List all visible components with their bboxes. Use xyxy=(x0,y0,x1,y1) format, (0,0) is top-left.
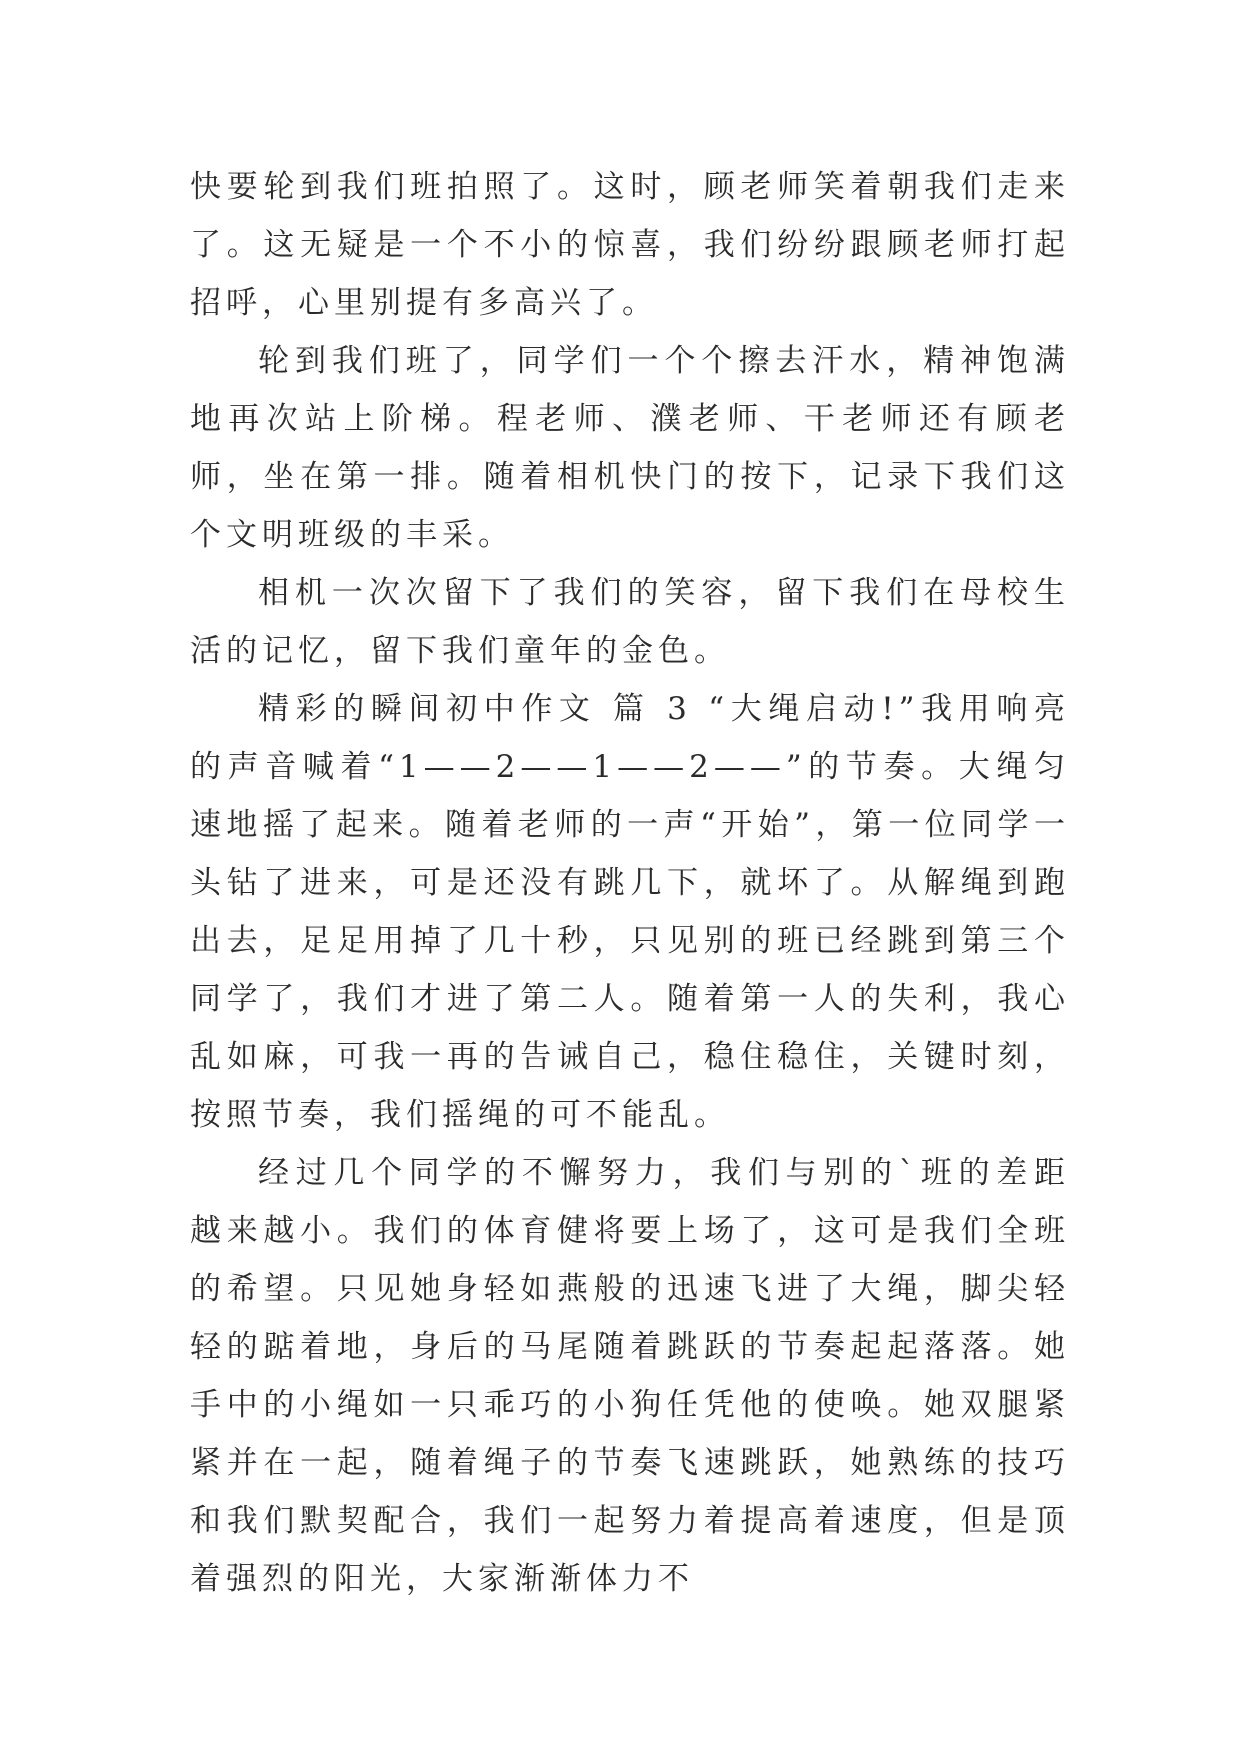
paragraph-1: 快要轮到我们班拍照了。这时，顾老师笑着朝我们走来了。这无疑是一个不小的惊喜，我们纷纷跟顾老师打起招呼，心里别提有多高兴了。 xyxy=(190,169,1070,321)
paragraph-2: 轮到我们班了，同学们一个个擦去汗水，精神饱满地再次站上阶梯。程老师、濮老师、干老师还有顾老师，坐在第一排。随着相机快门的按下，记录下我们这个文明班级的丰采。 xyxy=(190,343,1070,553)
paragraph-5: 经过几个同学的不懈努力，我们与别的`班的差距越来越小。我们的体育健将要上场了，这可是我们全班的希望。只见她身轻如燕般的迅速飞进了大绳，脚尖轻轻的踮着地，身后的马尾随着跳跃的节奏起起落落。她手中的小绳如一只乖巧的小狗任凭他的使唤。她双腿紧紧并在一起，随着绳子的节奏飞速跳跃，她熟练的技巧和我们默契配合，我们一起努力着提高着速度，但是顶着强烈的阳光，大家渐渐体力不 xyxy=(190,1155,1070,1597)
paragraph-4: 精彩的瞬间初中作文 篇 3 “大绳启动!”我用响亮的声音喊着“1——2——1——2——”的节奏。大绳匀速地摇了起来。随着老师的一声“开始”，第一位同学一头钻了进来，可是还没有跳几下，就坏了。从解绳到跑出去，足足用掉了几十秒，只见别的班已经跳到第三个同学了，我们才进了第二人。随着第一人的失利，我心乱如麻，可我一再的告诫自己，稳住稳住，关键时刻，按照节奏，我们摇绳的可不能乱。 xyxy=(190,691,1070,1133)
essay-body xyxy=(190,158,1070,1608)
paragraph-3: 相机一次次留下了我们的笑容，留下我们在母校生活的记忆，留下我们童年的金色。 xyxy=(190,575,1070,669)
